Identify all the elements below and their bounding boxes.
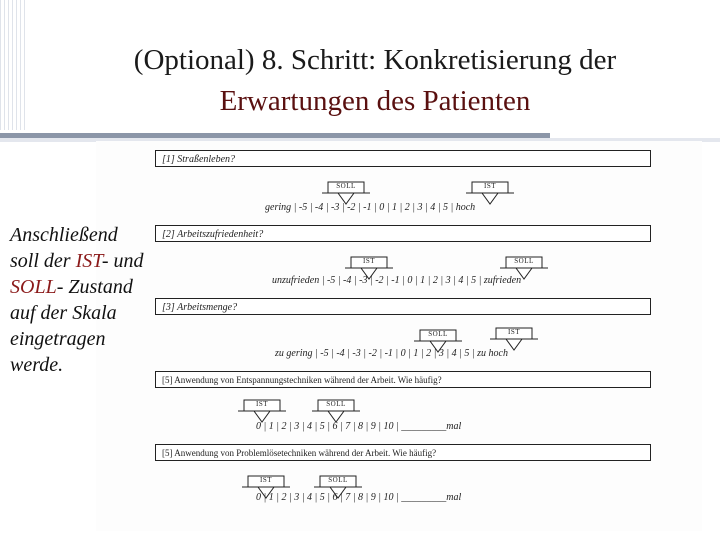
instruction-ist: IST bbox=[75, 250, 102, 272]
instruction-soll: SOLL bbox=[10, 276, 57, 298]
instruction-dash-1: - und bbox=[101, 250, 144, 272]
instruction-text bbox=[10, 222, 150, 378]
marker-5b-label: SOLL bbox=[328, 476, 348, 484]
marker-4a-label: IST bbox=[256, 400, 268, 408]
scale-5: 0 | 1 | 2 | 3 | 4 | 5 | 6 | 7 | 8 | 9 | 10 | _________mal bbox=[256, 492, 462, 503]
question-2: [2] Arbeitszufriedenheit? bbox=[155, 225, 651, 242]
slide-title bbox=[0, 40, 720, 122]
instruction-part-2: - Zustand auf der Skala eingetragen werde. bbox=[10, 276, 133, 376]
scale-1: gering | -5 | -4 | -3 | -2 | -1 | 0 | 1 | 2 | 3 | 4 | 5 | hoch bbox=[265, 202, 476, 213]
title-line-2: Erwartungen des Patienten bbox=[219, 85, 531, 117]
marker-3a-label: SOLL bbox=[428, 330, 448, 338]
marker-2a-label: IST bbox=[363, 257, 375, 265]
title-line-1: (Optional) 8. Schritt: Konkretisierung der bbox=[133, 44, 617, 76]
scale-2: unzufrieden | -5 | -4 | -3 | -2 | -1 | 0 | 1 | 2 | 3 | 4 | 5 | zufrieden bbox=[272, 275, 522, 286]
scale-3: zu gering | -5 | -4 | -3 | -2 | -1 | 0 | 1 | 2 | 3 | 4 | 5 | zu hoch bbox=[275, 348, 508, 359]
instruction-part-1: Anschließend soll der bbox=[10, 224, 118, 272]
question-4: [5] Anwendung von Entspannungstechniken während der Arbeit. Wie häufig? bbox=[155, 371, 651, 388]
question-5: [5] Anwendung von Problemlösetechniken während der Arbeit. Wie häufig? bbox=[155, 444, 651, 461]
marker-5a-label: IST bbox=[260, 476, 272, 484]
marker-1b-label: IST bbox=[484, 182, 496, 190]
marker-4b-label: SOLL bbox=[326, 400, 346, 408]
question-3: [3] Arbeitsmenge? bbox=[155, 298, 651, 315]
question-1: [1] Straßenleben? bbox=[155, 150, 651, 167]
marker-3b-label: IST bbox=[508, 328, 520, 336]
marker-2b-label: SOLL bbox=[514, 257, 534, 265]
questionnaire-image bbox=[96, 141, 702, 531]
scale-4: 0 | 1 | 2 | 3 | 4 | 5 | 6 | 7 | 8 | 9 | 10 | _________mal bbox=[256, 421, 462, 432]
marker-1a-label: SOLL bbox=[336, 182, 356, 190]
